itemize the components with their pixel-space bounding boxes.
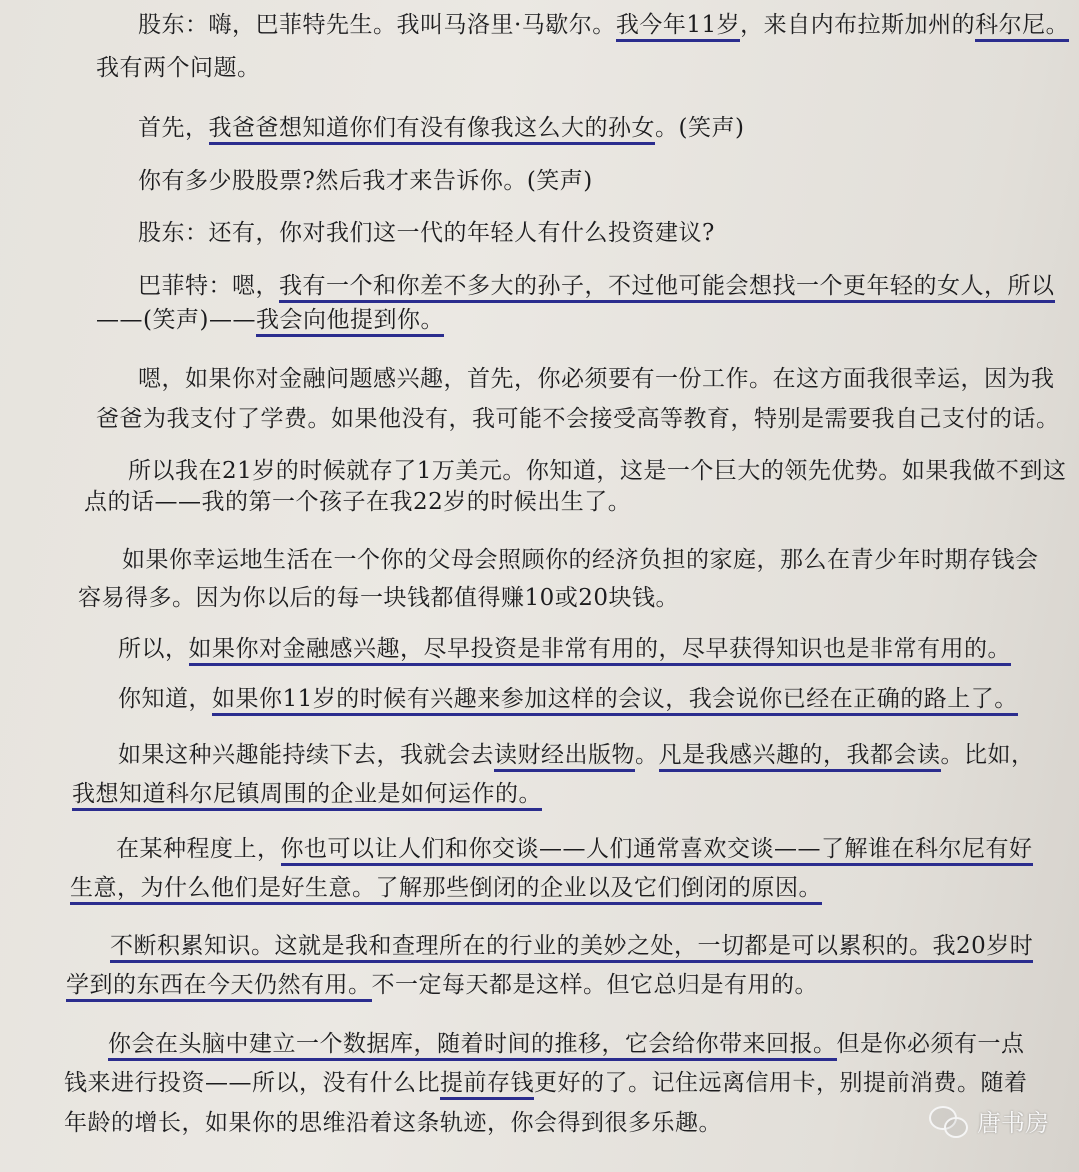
text-line <box>96 404 1060 434</box>
text-segment: 点的话——我的第一个孩子在我22岁的时候出生了。 <box>84 489 632 515</box>
text-line <box>138 10 1069 40</box>
text-segment: 。比如， <box>940 742 1035 768</box>
text-segment: ——(笑声)—— <box>96 307 256 333</box>
underlined-text: 如果你11岁的时候有兴趣来参加这样的会议，我会说你已经在正确的路上了。 <box>212 686 1018 716</box>
text-segment: 在某种程度上， <box>116 836 281 862</box>
text-segment: 更好的了。记住远离信用卡，别提前消费。随着 <box>534 1070 1028 1096</box>
text-segment: 我有两个问题。 <box>96 55 261 81</box>
underlined-text: 读财经出版物 <box>494 742 635 772</box>
underlined-text: 提前存钱 <box>440 1070 534 1100</box>
text-segment: 但是你必须有一点 <box>836 1031 1025 1057</box>
underlined-text: 凡是我感兴趣的，我都会读 <box>659 742 941 772</box>
underlined-text: 不断积累知识。这就是我和查理所在的行业的美妙之处，一切都是可以累积的。我20岁时 <box>110 933 1033 963</box>
text-line <box>128 456 1066 486</box>
text-line <box>108 1029 1025 1059</box>
underlined-text: 我今年11岁 <box>616 12 740 42</box>
text-line <box>138 218 715 248</box>
underlined-text: 我有一个和你差不多大的孙子，不过他可能会想找一个更年轻的女人，所以 <box>279 273 1055 303</box>
text-line <box>66 970 818 1000</box>
text-segment: 如果这种兴趣能持续下去，我就会去 <box>118 742 494 768</box>
text-line <box>72 779 542 809</box>
underlined-text: 我爸爸想知道你们有没有像我这么大的孙女 <box>209 115 656 145</box>
underlined-text: 科尔尼。 <box>975 12 1069 42</box>
text-line <box>110 931 1033 961</box>
text-line <box>96 53 261 83</box>
text-line <box>78 583 679 613</box>
text-segment: 股东：还有，你对我们这一代的年轻人有什么投资建议? <box>138 220 715 246</box>
text-line <box>116 834 1033 864</box>
text-line <box>118 684 1018 714</box>
underlined-text: 如果你对金融感兴趣，尽早投资是非常有用的，尽早获得知识也是非常有用的。 <box>189 636 1012 666</box>
text-segment: ，来自内布拉斯加州的 <box>740 12 976 38</box>
text-segment: 。(笑声) <box>655 115 745 141</box>
wechat-icon <box>929 1106 967 1136</box>
underlined-text: 你会在头脑中建立一个数据库，随着时间的推移，它会给你带来回报。 <box>108 1031 837 1061</box>
underlined-text: 生意，为什么他们是好生意。了解那些倒闭的企业以及它们倒闭的原因。 <box>70 875 822 905</box>
text-segment: 。 <box>635 742 659 768</box>
text-segment: 钱来进行投资——所以，没有什么比 <box>64 1070 440 1096</box>
text-segment: 爸爸为我支付了学费。如果他没有，我可能不会接受高等教育，特别是需要我自己支付的话。 <box>96 406 1060 432</box>
text-line <box>70 873 822 903</box>
underlined-text: 我会向他提到你。 <box>256 307 444 337</box>
text-line <box>138 271 1055 301</box>
text-line <box>118 634 1011 664</box>
text-segment: 所以， <box>118 636 189 662</box>
text-segment: 如果你幸运地生活在一个你的父母会照顾你的经济负担的家庭，那么在青少年时期存钱会 <box>122 547 1039 573</box>
text-segment: 容易得多。因为你以后的每一块钱都值得赚10或20块钱。 <box>78 585 680 611</box>
text-segment: 股东：嗨，巴菲特先生。我叫马洛里·马歇尔。 <box>138 12 616 38</box>
text-segment: 首先， <box>138 115 209 141</box>
text-line <box>84 487 631 517</box>
text-segment: 嗯，如果你对金融问题感兴趣，首先，你必须要有一份工作。在这方面我很幸运，因为我 <box>138 366 1055 392</box>
underlined-text: 我想知道科尔尼镇周围的企业是如何运作的。 <box>72 781 542 811</box>
text-segment: 你有多少股股票?然后我才来告诉你。(笑声) <box>138 168 593 194</box>
underlined-text: 你也可以让人们和你交谈——人们通常喜欢交谈——了解谁在科尔尼有好 <box>281 836 1033 866</box>
text-segment: 你知道， <box>118 686 212 712</box>
text-segment: 巴菲特：嗯， <box>138 273 279 299</box>
text-line <box>138 166 593 196</box>
watermark <box>929 1103 1049 1138</box>
text-line <box>96 305 444 335</box>
text-line <box>64 1068 1028 1098</box>
text-line <box>138 364 1055 394</box>
text-line <box>64 1108 722 1138</box>
text-line <box>118 740 1035 770</box>
watermark-text: 唐书房 <box>977 1109 1049 1137</box>
underlined-text: 学到的东西在今天仍然有用。 <box>66 972 372 1002</box>
text-line <box>138 113 744 143</box>
text-segment: 不一定每天都是这样。但它总归是有用的。 <box>371 972 818 998</box>
text-segment: 年龄的增长，如果你的思维沿着这条轨迹，你会得到很多乐趣。 <box>64 1110 722 1136</box>
text-segment: 所以我在21岁的时候就存了1万美元。你知道，这是一个巨大的领先优势。如果我做不到这 <box>128 458 1067 484</box>
text-line <box>122 545 1039 575</box>
